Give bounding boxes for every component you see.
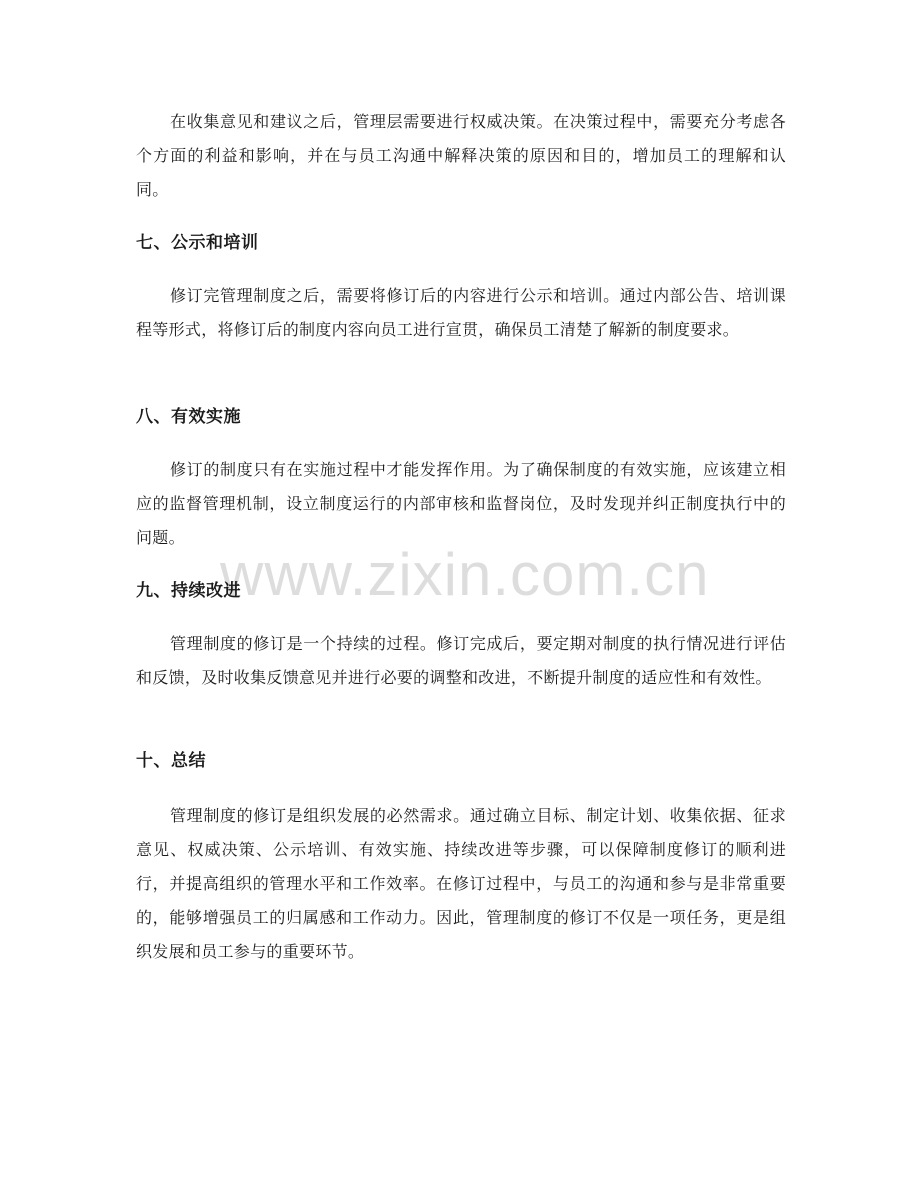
paragraph-improve: 管理制度的修订是一个持续的过程。修订完成后，要定期对制度的执行情况进行评估和反馈，及时收集反馈意见并进行必要的调整和改进，不断提升制度的适应性和有效性。 [136, 634, 786, 687]
heading-section-9: 九、持续改进 [136, 581, 241, 601]
paragraph-announce: 修订完管理制度之后，需要将修订后的内容进行公示和培训。通过内部公告、培训课程等形式，将修订后的制度内容向员工进行宣贯，确保员工清楚了解新的制度要求。 [136, 286, 786, 339]
heading-section-8: 八、有效实施 [136, 407, 241, 427]
paragraph-summary: 管理制度的修订是组织发展的必然需求。通过确立目标、制定计划、收集依据、征求意见、权威决策、公示培训、有效实施、持续改进等步骤，可以保障制度修订的顺利进行，并提高组织的管理水平和工作效率。在修订过程中，与员工的沟通和参与是非常重要的，能够增强员工的归属感和工作动力。因此，管理制度的修订不仅是一项任务，更是组织发展和员工参与的重要环节。 [136, 806, 786, 961]
watermark-text: www.zixin.com.cn [220, 541, 710, 608]
paragraph-decision: 在收集意见和建议之后，管理层需要进行权威决策。在决策过程中，需要充分考虑各个方面的利益和影响，并在与员工沟通中解释决策的原因和目的，增加员工的理解和认同。 [136, 112, 786, 199]
heading-section-10: 十、总结 [136, 751, 206, 771]
heading-section-7: 七、公示和培训 [136, 233, 259, 253]
paragraph-implement: 修订的制度只有在实施过程中才能发挥作用。为了确保制度的有效实施，应该建立相应的监督管理机制，设立制度运行的内部审核和监督岗位，及时发现并纠正制度执行中的问题。 [136, 460, 786, 547]
